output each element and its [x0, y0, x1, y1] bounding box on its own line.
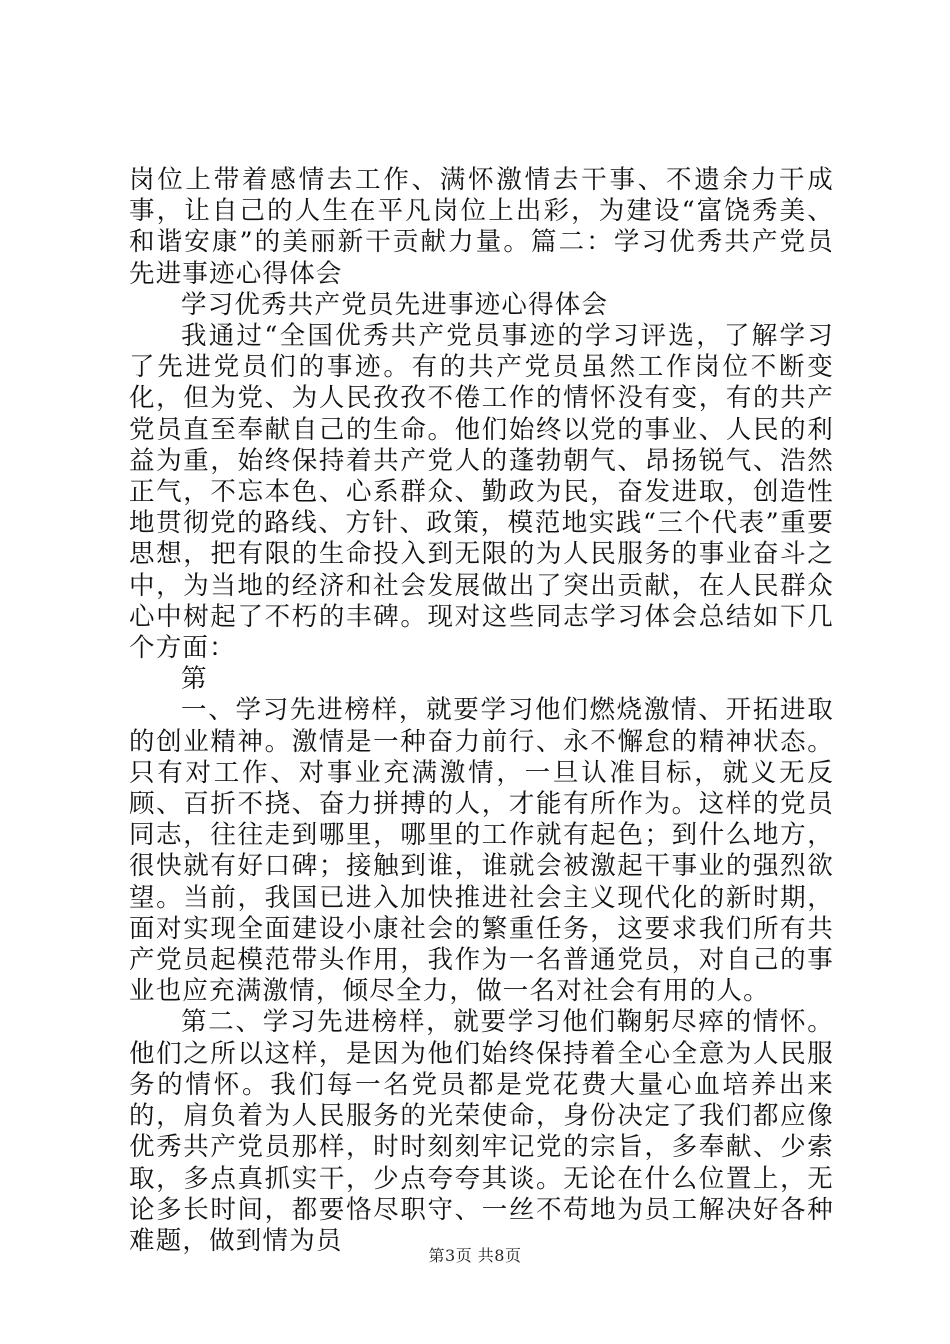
- paragraph-2-heading: 学习优秀共产党员先进事迹心得体会: [181, 289, 609, 320]
- paragraph-1: 岗位上带着感情去工作、满怀激情去干事、不遗余力干成事，让自己的人生在平凡岗位上出彩，为建设“富饶秀美、和谐安康”的美丽新干贡献力量。篇二：学习优秀共产党员先进事迹心得体会: [129, 165, 834, 289]
- paragraph-6: 第二、学习先进榜样，就要学习他们鞠躬尽瘁的情怀。他们之所以这样，是因为他们始终保持着全心全意为人民服务的情怀。我们每一名党员都是党花费大量心血培养出来的，肩负着为人民服务的光荣使命，身份决定了我们都应像优秀共产党员那样，时时刻刻牢记党的宗旨，多奉献、少索取，多点真抓实干，少点夸夸其谈。无论在什么位置上，无论多长时间，都要恪尽职守、一丝不苟地为员工解决好各种难题，做到情为员: [129, 1007, 834, 1256]
- paragraph-5: 一、学习先进榜样，就要学习他们燃烧激情、开拓进取的创业精神。激情是一种奋力前行、永不懈怠的精神状态。只有对工作、对事业充满激情，一旦认准目标，就义无反顾、百折不挠、奋力拼搏的人，才能有所作为。这样的党员同志，往往走到哪里，哪里的工作就有起色；到什么地方，很快就有好口碑；接触到谁，谁就会被激起干事业的强烈欲望。当前，我国已进入加快推进社会主义现代化的新时期，面对实现全面建设小康社会的繁重任务，这要求我们所有共产党员起模范带头作用，我作为一名普通党员，对自己的事业也应充满激情，倾尽全力，做一名对社会有用的人。: [129, 695, 834, 1007]
- paragraph-4: 第: [181, 664, 208, 695]
- document-body: [129, 165, 834, 1257]
- paragraph-3: 我通过“全国优秀共产党员事迹的学习评选，了解学习了先进党员们的事迹。有的共产党员虽然工作岗位不断变化，但为党、为人民孜孜不倦工作的情怀没有变，有的共产党员直至奉献自己的生命。他们始终以党的事业、人民的利益为重，始终保持着共产党人的蓬勃朝气、昂扬锐气、浩然正气，不忘本色、心系群众、勤政为民，奋发进取，创造性地贯彻党的路线、方针、政策，模范地实践“三个代表”重要思想，把有限的生命投入到无限的为人民服务的事业奋斗之中，为当地的经济和社会发展做出了突出贡献，在人民群众心中树起了不朽的丰碑。现对这些同志学习体会总结如下几个方面：: [129, 321, 834, 664]
- page-number-footer: 第3页 共8页: [428, 1246, 522, 1265]
